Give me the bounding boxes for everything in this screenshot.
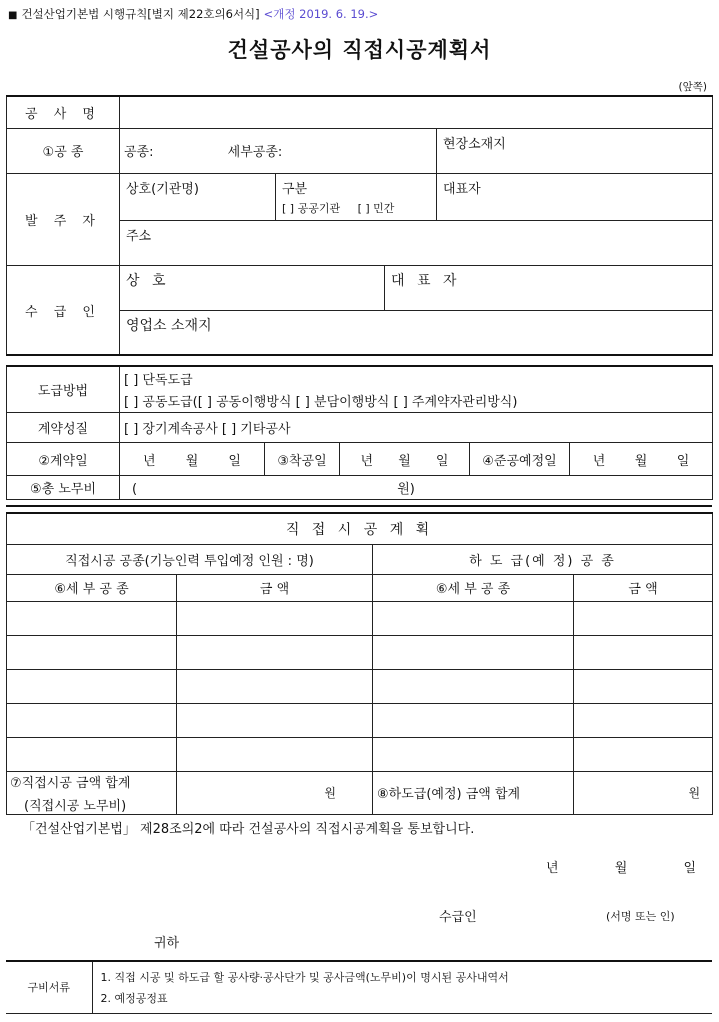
- form-header: [8, 6, 378, 22]
- table-cell[interactable]: [177, 737, 373, 771]
- contract-method-label: 도급방법: [7, 366, 120, 413]
- attachments-table: [6, 960, 712, 1014]
- signature-date[interactable]: [546, 857, 696, 876]
- year-unit: 년: [546, 861, 559, 876]
- contractor-company-label: 상 호: [126, 272, 170, 289]
- section-divider: [6, 354, 712, 356]
- day-unit: 일: [228, 453, 241, 469]
- orderer-address-label: 주소: [126, 228, 152, 244]
- table-cell[interactable]: [7, 601, 177, 635]
- subcontract-sub-work-col: ⑥세 부 공 종: [373, 574, 574, 601]
- labor-cost-unit: 원): [397, 482, 415, 497]
- table-cell[interactable]: [7, 737, 177, 771]
- contractor-company-cell[interactable]: [120, 265, 385, 310]
- month-unit: 월: [614, 861, 628, 876]
- public-checkbox[interactable]: [ ] 공공기관: [282, 201, 341, 215]
- contractor-representative-label: 대 표 자: [391, 272, 461, 289]
- contractor-office-label: 영업소 소재지: [126, 317, 212, 334]
- table-cell[interactable]: [373, 601, 574, 635]
- site-location-label: 현장소재지: [443, 136, 506, 152]
- attachment-item: 1. 직접 시공 및 하도급 할 공사량·공사단가 및 공사금액(노무비)이 명시된 공사내역서: [100, 970, 509, 984]
- orderer-address-cell[interactable]: [120, 220, 713, 265]
- table-cell[interactable]: [574, 601, 713, 635]
- revision-date: <개정 2019. 6. 19.>: [263, 7, 379, 21]
- work-type-cell[interactable]: [120, 128, 437, 173]
- applicant-label: 수급인: [439, 910, 477, 925]
- year-unit: 년: [592, 453, 606, 469]
- completion-date-label: ④준공예정일: [470, 443, 570, 476]
- method-option-joint[interactable]: [ ] 공동도급([ ] 공동이행방식 [ ] 분담이행방식 [ ] 주계약자관리방식): [124, 395, 518, 410]
- day-unit: 일: [435, 453, 449, 469]
- table-cell[interactable]: [177, 669, 373, 703]
- table-cell[interactable]: [7, 703, 177, 737]
- attachments-list: [92, 961, 712, 1013]
- orderer-category-label: 구분: [282, 181, 308, 197]
- start-date-input[interactable]: [340, 443, 470, 476]
- contract-date-input[interactable]: [120, 443, 265, 476]
- table-cell[interactable]: [574, 669, 713, 703]
- method-option-single[interactable]: [ ] 단독도급: [124, 373, 193, 388]
- section-divider: [6, 505, 712, 507]
- currency-unit: 원: [688, 786, 701, 800]
- square-bullet-icon: ■: [8, 10, 18, 21]
- direct-total-sublabel: (직접시공 노무비): [24, 798, 127, 814]
- subcontract-amount-col: 금 액: [574, 574, 713, 601]
- orderer-company-cell[interactable]: [120, 173, 276, 220]
- subcontract-total-input[interactable]: [574, 771, 713, 814]
- table-cell[interactable]: [574, 737, 713, 771]
- project-name-label: 공 사 명: [7, 96, 120, 128]
- month-unit: 월: [398, 453, 411, 469]
- contractor-office-cell[interactable]: [120, 310, 713, 355]
- notice-text: 「건설산업기본법」 제28조의2에 따라 건설공사의 직접시공계획을 통보합니다.: [22, 822, 475, 837]
- table-cell[interactable]: [373, 737, 574, 771]
- contract-nature-options[interactable]: [ ] 장기계속공사 [ ] 기타공사: [120, 413, 713, 443]
- day-unit: 일: [683, 861, 696, 876]
- day-unit: 일: [676, 453, 690, 469]
- currency-unit: 원: [324, 786, 336, 800]
- table-cell[interactable]: [574, 703, 713, 737]
- subcontract-work-header: 하 도 급(예 정) 공 종: [373, 544, 713, 574]
- page-title: 건설공사의 직접시공계획서: [227, 38, 492, 62]
- work-type-label: ①공 종: [7, 128, 120, 173]
- private-checkbox[interactable]: [ ] 민간: [357, 201, 395, 215]
- table-cell[interactable]: [373, 635, 574, 669]
- direct-total-input[interactable]: [177, 771, 373, 814]
- table-cell[interactable]: [177, 703, 373, 737]
- month-unit: 월: [634, 453, 648, 469]
- recipient-label: 귀하: [154, 936, 180, 951]
- orderer-category-cell: [276, 173, 437, 220]
- subcontract-total-label: ⑧하도급(예정) 금액 합계: [373, 771, 574, 814]
- signature-hint[interactable]: (서명 또는 인): [606, 910, 675, 923]
- orderer-company-label: 상호(기관명): [126, 181, 199, 197]
- plan-section-title: 직 접 시 공 계 획: [7, 513, 713, 544]
- orderer-label: 발 주 자: [7, 173, 120, 265]
- year-unit: 년: [360, 453, 374, 469]
- table-cell[interactable]: [373, 669, 574, 703]
- page-side: (앞쪽): [678, 81, 707, 93]
- law-reference: 건설산업기본법 시행규칙[별지 제22호의6서식]: [21, 7, 260, 21]
- project-name-input[interactable]: [120, 96, 713, 128]
- contractor-label: 수 급 인: [7, 265, 120, 355]
- contract-date-label: ②계약일: [7, 443, 120, 476]
- contract-table: [6, 365, 713, 500]
- direct-amount-col: 금 액: [177, 574, 373, 601]
- direct-total-label-cell: [7, 771, 177, 814]
- year-unit: 년: [143, 453, 156, 469]
- table-cell[interactable]: [7, 669, 177, 703]
- sub-work-type-field: 세부공종:: [227, 145, 283, 160]
- plan-table: [6, 512, 713, 815]
- attachment-item: 2. 예정공정표: [100, 991, 168, 1005]
- table-cell[interactable]: [177, 601, 373, 635]
- site-location-cell[interactable]: [437, 128, 713, 173]
- direct-sub-work-col: ⑥세 부 공 종: [7, 574, 177, 601]
- attachments-label: 구비서류: [6, 961, 92, 1013]
- table-cell[interactable]: [177, 635, 373, 669]
- labor-cost-label: ⑤총 노무비: [7, 476, 120, 500]
- direct-work-header: 직접시공 공종(기능인력 투입예정 인원 : 명): [7, 544, 373, 574]
- month-unit: 월: [185, 453, 199, 469]
- contract-method-cell: [120, 366, 713, 413]
- table-cell[interactable]: [7, 635, 177, 669]
- start-date-label: ③착공일: [265, 443, 340, 476]
- form-table: [6, 95, 713, 356]
- contractor-representative-cell[interactable]: [385, 265, 713, 310]
- work-type-field: 공종:: [124, 145, 154, 160]
- orderer-representative-label: 대표자: [443, 181, 481, 197]
- orderer-representative-cell[interactable]: [437, 173, 713, 220]
- completion-date-input[interactable]: [570, 443, 713, 476]
- contract-nature-label: 계약성질: [7, 413, 120, 443]
- table-cell[interactable]: [373, 703, 574, 737]
- labor-cost-input[interactable]: [120, 476, 713, 500]
- direct-total-label: ⑦직접시공 금액 합계: [10, 775, 131, 791]
- labor-cost-open: (: [132, 482, 138, 497]
- table-cell[interactable]: [574, 635, 713, 669]
